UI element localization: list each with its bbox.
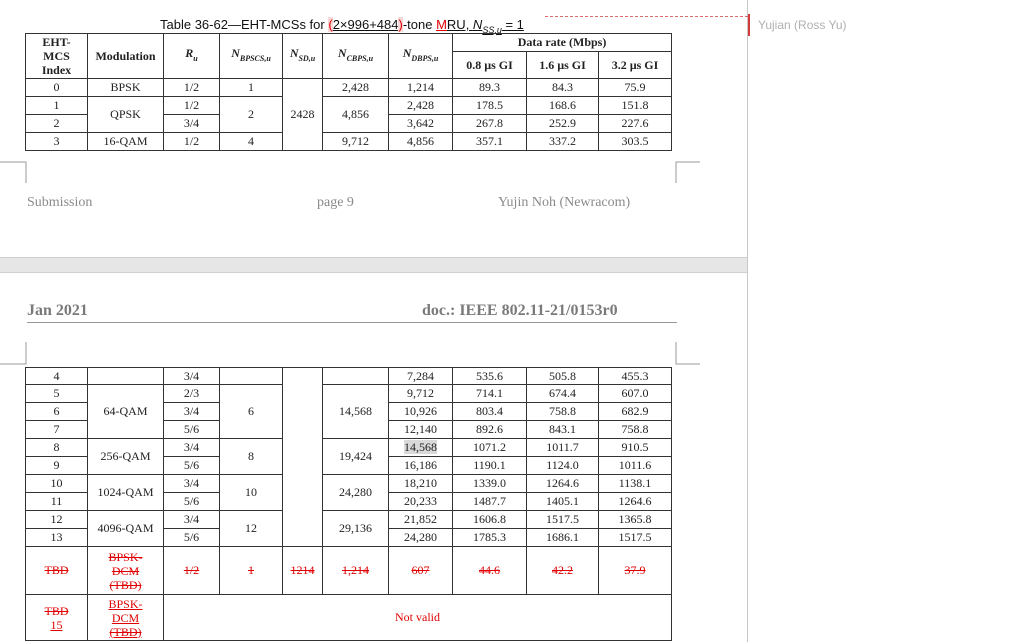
table-cell: 267.8: [453, 115, 527, 133]
table-cell: TBD: [26, 547, 88, 595]
table-row: [26, 97, 672, 115]
table-cell: 3/4: [164, 439, 220, 457]
col-header-mcs: [26, 34, 88, 79]
cell-text: SD,u: [298, 53, 316, 63]
comment-connector: [545, 16, 748, 17]
cell-text: BPSK-: [108, 549, 143, 564]
table-cell: 252.9: [527, 115, 599, 133]
table-cell: 14,568: [323, 385, 389, 439]
table-cell: 607.0: [599, 385, 672, 403]
table-cell: 5/6: [164, 457, 220, 475]
table-cell: 29,136: [323, 511, 389, 547]
table-cell: 3: [26, 133, 88, 151]
table-cell: 3/4: [164, 368, 220, 385]
highlighted-value: 14,568: [404, 440, 437, 454]
table-cell: 21,852: [389, 511, 453, 529]
col-header-gi-32: 3.2 µs GI: [599, 52, 672, 79]
table-cell: 1/2: [164, 133, 220, 151]
table-cell: 7: [26, 421, 88, 439]
table-cell: 4: [220, 133, 283, 151]
cell-text: CBPS,u: [346, 53, 374, 63]
table-cell: 674.4: [527, 385, 599, 403]
table-cell: 24,280: [323, 475, 389, 511]
table-cell: 3/4: [164, 475, 220, 493]
table-cell: 505.8: [527, 368, 599, 385]
caption-prefix: Table 36-62—EHT-MCSs for: [160, 17, 329, 32]
table-cell: 1071.2: [453, 439, 527, 457]
table-cell: 5: [26, 385, 88, 403]
mcs-table-top: [25, 33, 672, 151]
table-cell: 24,280: [389, 529, 453, 547]
col-header-nbpscs: [220, 34, 283, 79]
table-cell: 1,214: [323, 547, 389, 595]
table-cell: 20,233: [389, 493, 453, 511]
table-cell: 8: [26, 439, 88, 457]
table-cell: 3,642: [389, 115, 453, 133]
table-cell: 19,424: [323, 439, 389, 475]
table-cell: 9,712: [323, 133, 389, 151]
table-cell: [389, 439, 453, 457]
table-row: [26, 385, 672, 403]
table-cell: 37.9: [599, 547, 672, 595]
table-cell: 2428: [283, 79, 323, 151]
table-cell: 44.6: [453, 547, 527, 595]
table-cell: 12,140: [389, 421, 453, 439]
cell-text: DBPS,u: [411, 53, 439, 63]
table-row-mcs15: [26, 595, 672, 641]
table-cell: 1517.5: [599, 529, 672, 547]
caption-nss: N: [472, 17, 483, 32]
table-cell: 178.5: [453, 97, 527, 115]
table-cell: 1,214: [389, 79, 453, 97]
table-cell: 10: [26, 475, 88, 493]
table-cell: [88, 595, 164, 641]
not-valid-note: Not valid: [164, 595, 672, 641]
table-cell: 8: [220, 439, 283, 475]
col-header-gi-16: 1.6 µs GI: [527, 52, 599, 79]
table-cell: 455.3: [599, 368, 672, 385]
table-cell: 168.6: [527, 97, 599, 115]
table-cell: 6: [220, 385, 283, 439]
table-cell: 2/3: [164, 385, 220, 403]
table-cell: 42.2: [527, 547, 599, 595]
cell-text: u: [193, 53, 198, 63]
table-cell: 1138.1: [599, 475, 672, 493]
cell-text: DCM: [111, 610, 140, 625]
table-cell: 256-QAM: [88, 439, 164, 475]
table-row: [26, 439, 672, 457]
cell-text: DCM: [111, 563, 140, 578]
col-header-gi-08: 0.8 µs GI: [453, 52, 527, 79]
table-cell: 843.1: [527, 421, 599, 439]
caption-nss-sub: SS,u: [482, 24, 502, 35]
table-cell: 64-QAM: [88, 385, 164, 439]
cell-text: N: [402, 46, 412, 61]
cell-text: N: [337, 46, 347, 61]
crop-mark-br: [672, 155, 702, 185]
table-cell: 2,428: [389, 97, 453, 115]
cell-text: N: [289, 46, 299, 61]
table-cell: BPSK: [88, 79, 164, 97]
table-cell: [323, 368, 389, 385]
table-cell: 4: [26, 368, 88, 385]
header-date: Jan 2021: [27, 302, 88, 319]
table-cell: 4,856: [323, 97, 389, 133]
table-cell: 9,712: [389, 385, 453, 403]
table-cell: 714.1: [453, 385, 527, 403]
comment-author[interactable]: Yujian (Ross Yu): [758, 18, 847, 32]
table-cell: 1264.6: [527, 475, 599, 493]
table-cell: 1: [26, 97, 88, 115]
col-header-modulation: Modulation: [88, 34, 164, 79]
caption-ru: RU,: [446, 17, 473, 32]
table-cell: [88, 547, 164, 595]
table-cell: 4,856: [389, 133, 453, 151]
table-cell: 9: [26, 457, 88, 475]
table-cell: 1214: [283, 547, 323, 595]
table-cell: 3/4: [164, 511, 220, 529]
col-header-ndbps: [389, 34, 453, 79]
table-cell: 1011.7: [527, 439, 599, 457]
mcs-table-bottom: [25, 367, 672, 641]
cell-text: EHT-: [42, 35, 71, 49]
comment-pane: [748, 0, 1032, 642]
footer-page-number: page 9: [317, 195, 354, 210]
crop-mark-tr: [672, 340, 702, 370]
table-cell: 12: [220, 511, 283, 547]
cell-text: MCS: [43, 49, 70, 63]
table-cell: [26, 595, 88, 641]
table-cell: 1264.6: [599, 493, 672, 511]
table-cell: 1/2: [164, 97, 220, 115]
table-cell: [220, 368, 283, 385]
table-row: [26, 133, 672, 151]
cell-text: (TBD): [109, 577, 142, 592]
table-cell: 1405.1: [527, 493, 599, 511]
table-cell: 1365.8: [599, 511, 672, 529]
table-row: [26, 368, 672, 385]
table-row: [26, 511, 672, 529]
table-cell: 5/6: [164, 421, 220, 439]
cell-text: Index: [41, 63, 72, 77]
cell-text: 15: [50, 617, 63, 632]
caption-insert-open: (: [328, 17, 333, 32]
cell-text: (TBD): [109, 624, 142, 639]
table-cell: 89.3: [453, 79, 527, 97]
table-cell: 18,210: [389, 475, 453, 493]
table-cell: 7,284: [389, 368, 453, 385]
table-cell: 10,926: [389, 403, 453, 421]
table-cell: 1785.3: [453, 529, 527, 547]
table-cell: 5/6: [164, 493, 220, 511]
table-cell: 535.6: [453, 368, 527, 385]
table-cell: 607: [389, 547, 453, 595]
table-cell: QPSK: [88, 97, 164, 133]
col-header-ncbps: [323, 34, 389, 79]
table-cell: 758.8: [599, 421, 672, 439]
table-cell: 16-QAM: [88, 133, 164, 151]
table-cell: 84.3: [527, 79, 599, 97]
caption-insert-close: ): [398, 17, 403, 32]
cell-text: BPSCS,u: [239, 53, 271, 63]
table-cell: 5/6: [164, 529, 220, 547]
table-cell: 1024-QAM: [88, 475, 164, 511]
table-cell: 75.9: [599, 79, 672, 97]
table-cell: [283, 368, 323, 547]
table-cell: 16,186: [389, 457, 453, 475]
table-cell: 227.6: [599, 115, 672, 133]
table-cell: 1: [220, 547, 283, 595]
footer-author: Yujin Noh (Newracom): [498, 195, 631, 210]
crop-mark-tl: [0, 340, 30, 370]
header-rule: [27, 322, 677, 323]
caption-tone: -tone: [402, 17, 437, 32]
table-cell: 6: [26, 403, 88, 421]
caption-formula: 2×996+484: [332, 17, 399, 32]
table-cell: 682.9: [599, 403, 672, 421]
table-cell: 1124.0: [527, 457, 599, 475]
col-header-datarate: Data rate (Mbps): [453, 34, 672, 52]
table-cell: 337.2: [527, 133, 599, 151]
table-cell: 892.6: [453, 421, 527, 439]
table-cell: 1011.6: [599, 457, 672, 475]
table-cell: [88, 368, 164, 385]
table-cell: 11: [26, 493, 88, 511]
col-header-nsd: [283, 34, 323, 79]
table-cell: 1339.0: [453, 475, 527, 493]
table-cell: 2: [220, 97, 283, 133]
table-cell: 303.5: [599, 133, 672, 151]
table-cell: 1517.5: [527, 511, 599, 529]
table-cell: 1487.7: [453, 493, 527, 511]
table-row-tbd-deleted: [26, 547, 672, 595]
table-cell: 1/2: [164, 547, 220, 595]
table-row: [26, 79, 672, 97]
cell-text: TBD: [44, 603, 69, 618]
table-cell: 758.8: [527, 403, 599, 421]
table-cell: 1686.1: [527, 529, 599, 547]
table-cell: 12: [26, 511, 88, 529]
caption-eq: = 1: [501, 17, 524, 32]
table-cell: 2,428: [323, 79, 389, 97]
cell-text: BPSK-: [108, 596, 143, 611]
table-cell: 13: [26, 529, 88, 547]
footer-submission: Submission: [27, 195, 93, 210]
table-cell: 1/2: [164, 79, 220, 97]
table-row: [26, 475, 672, 493]
crop-mark-bl: [0, 155, 30, 185]
table-cell: 910.5: [599, 439, 672, 457]
table-cell: 1606.8: [453, 511, 527, 529]
table-cell: 1190.1: [453, 457, 527, 475]
table-cell: 803.4: [453, 403, 527, 421]
table-cell: 151.8: [599, 97, 672, 115]
table-cell: 4096-QAM: [88, 511, 164, 547]
col-header-rate: [164, 34, 220, 79]
table-cell: 2: [26, 115, 88, 133]
header-doc-id: doc.: IEEE 802.11-21/0153r0: [422, 302, 618, 319]
cell-text: R: [185, 46, 194, 61]
table-cell: 10: [220, 475, 283, 511]
table-cell: 357.1: [453, 133, 527, 151]
table-cell: 0: [26, 79, 88, 97]
cell-text: N: [231, 46, 240, 61]
table-cell: 3/4: [164, 403, 220, 421]
comment-marker[interactable]: [748, 14, 750, 36]
table-cell: 3/4: [164, 115, 220, 133]
caption-insert-m: M: [436, 17, 447, 32]
table-cell: 1: [220, 79, 283, 97]
